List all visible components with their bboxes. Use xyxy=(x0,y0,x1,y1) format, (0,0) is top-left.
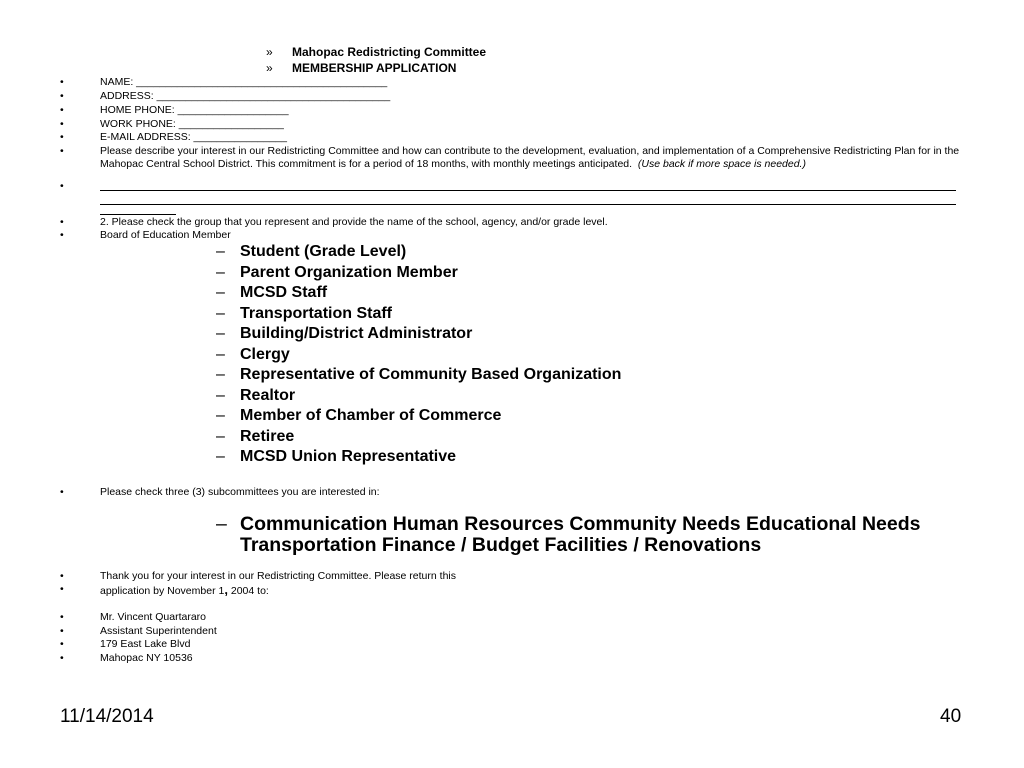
group-option-label: Student (Grade Level) xyxy=(240,243,407,260)
bullet: • xyxy=(60,180,64,192)
address-line-text: Mahopac NY 10536 xyxy=(100,652,193,664)
dash: – xyxy=(216,513,227,535)
header-subtitle-line xyxy=(266,61,456,75)
group-option-label: Transportation Staff xyxy=(240,305,393,322)
question-2-text: 2. Please check the group that you represent and provide the name of the school, agency, and/or grade level. xyxy=(100,216,608,228)
dash: – xyxy=(216,284,225,301)
bullet: • xyxy=(60,486,64,498)
bullet: • xyxy=(60,583,64,595)
group-option[interactable] xyxy=(216,406,501,426)
group-option[interactable] xyxy=(216,345,290,365)
subcommittee-options-text: Communication Human Resources Community Needs Educational Needs Transportation Finance / Budget Facilities / Renovations xyxy=(240,513,921,556)
question-1-body: Please describe your interest in our Redistricting Committee and how can contribute to the development, evaluation, and implementation of a Comprehensive Redistricting Plan for in the Mahopac Central School District. This commitment is for a period of 18 months, with monthly meetings anticipated. xyxy=(100,145,960,170)
dash: – xyxy=(216,325,225,342)
closing-comma: , xyxy=(224,582,228,597)
group-option[interactable] xyxy=(216,427,294,447)
group-option-label: Building/District Administrator xyxy=(240,325,473,342)
answer-line[interactable] xyxy=(100,190,956,191)
group-option-label: Realtor xyxy=(240,387,296,404)
dash: – xyxy=(216,243,225,260)
bullet: • xyxy=(60,145,64,157)
address-line-text: Assistant Superintendent xyxy=(100,625,217,637)
bullet: • xyxy=(60,652,64,664)
header-title: Mahopac Redistricting Committee xyxy=(292,45,487,59)
dash: – xyxy=(216,448,225,465)
dash: – xyxy=(216,305,225,322)
group-option-label: Parent Organization Member xyxy=(240,264,458,281)
bullet: • xyxy=(60,229,64,241)
dash: – xyxy=(216,428,225,445)
bullet: • xyxy=(60,625,64,637)
closing-line-1-text: Thank you for your interest in our Redistricting Committee. Please return this xyxy=(100,570,456,582)
dash: – xyxy=(216,387,225,404)
header-title-line xyxy=(266,45,486,59)
subcommittee-options[interactable] xyxy=(216,514,976,558)
field-home-phone-label: HOME PHONE: ___________________ xyxy=(100,104,289,116)
group-option-label: Member of Chamber of Commerce xyxy=(240,407,502,424)
group-option[interactable] xyxy=(216,242,406,262)
closing-line-2-c: 2004 to: xyxy=(227,585,269,597)
bullet: • xyxy=(60,570,64,582)
closing-line-2-text xyxy=(100,583,269,598)
dash: – xyxy=(216,407,225,424)
group-board-member-label: Board of Education Member xyxy=(100,229,231,241)
bullet: • xyxy=(60,104,64,116)
answer-line[interactable] xyxy=(100,214,176,215)
dash: – xyxy=(216,366,225,383)
group-option[interactable] xyxy=(216,283,327,303)
bullet: • xyxy=(60,131,64,143)
field-email-label: E-MAIL ADDRESS: ________________ xyxy=(100,131,287,143)
header-marker: » xyxy=(266,45,273,59)
closing-line-2-a: application by November 1 xyxy=(100,585,225,597)
group-option-label: Clergy xyxy=(240,346,290,363)
group-option-label: MCSD Union Representative xyxy=(240,448,457,465)
address-line-text: 179 East Lake Blvd xyxy=(100,638,191,650)
page-number: 40 xyxy=(940,706,962,727)
subcommittee-prompt-text: Please check three (3) subcommittees you are interested in: xyxy=(100,486,380,498)
answer-line[interactable] xyxy=(100,204,956,205)
group-option[interactable] xyxy=(216,304,392,324)
bullet: • xyxy=(60,216,64,228)
group-option[interactable] xyxy=(216,324,472,344)
question-1-note: (Use back if more space is needed.) xyxy=(637,158,806,170)
group-option[interactable] xyxy=(216,447,456,467)
footer-date: 11/14/2014 xyxy=(60,706,154,727)
header-marker: » xyxy=(266,61,273,75)
dash: – xyxy=(216,346,225,363)
header-subtitle: MEMBERSHIP APPLICATION xyxy=(292,61,457,75)
group-option[interactable] xyxy=(216,263,458,283)
bullet: • xyxy=(60,76,64,88)
group-option-label: Retiree xyxy=(240,428,295,445)
group-option-label: Representative of Community Based Organization xyxy=(240,366,622,383)
bullet: • xyxy=(60,118,64,130)
field-address-label: ADDRESS: ________________________________________ xyxy=(100,90,391,102)
field-work-phone-label: WORK PHONE: __________________ xyxy=(100,118,284,130)
question-1-text xyxy=(100,145,962,171)
bullet: • xyxy=(60,638,64,650)
group-option-label: MCSD Staff xyxy=(240,284,328,301)
group-option[interactable] xyxy=(216,365,621,385)
bullet: • xyxy=(60,611,64,623)
address-line-text: Mr. Vincent Quartararo xyxy=(100,611,207,623)
group-option[interactable] xyxy=(216,386,295,406)
dash: – xyxy=(216,264,225,281)
field-name-label: NAME: ___________________________________________ xyxy=(100,76,388,88)
bullet: • xyxy=(60,90,64,102)
